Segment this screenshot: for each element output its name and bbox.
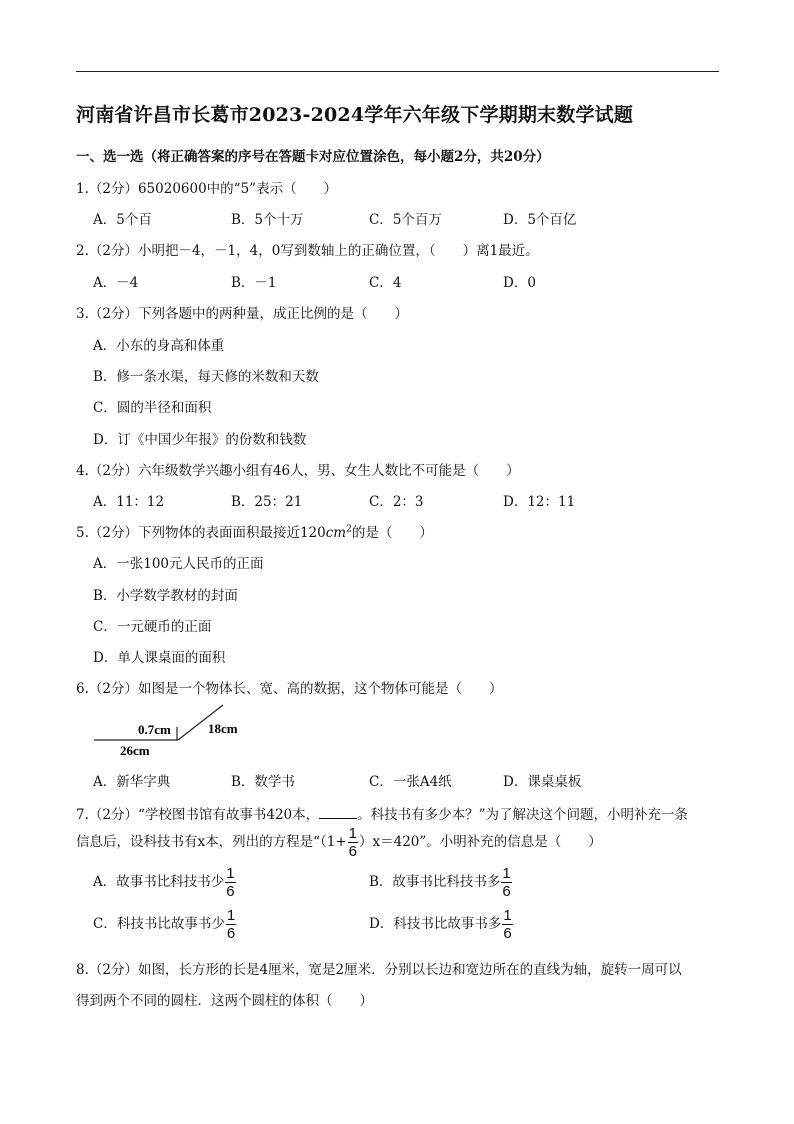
q2-option-d[interactable]: D．0: [503, 275, 536, 291]
q7-option-a-fraction: [225, 866, 235, 899]
question-3: 3.（2分）下列各题中的两种量，成正比例的是（ ）: [76, 306, 408, 322]
q2-option-c[interactable]: C．4: [369, 275, 402, 291]
q2-option-b[interactable]: B．－1: [231, 275, 277, 291]
question-2: 2.（2分）小明把－4，－1，4，0写到数轴上的正确位置，（ ）离1最近。: [76, 243, 539, 259]
q7-option-c[interactable]: [93, 908, 237, 941]
q3-option-a[interactable]: A．小东的身高和体重: [93, 338, 225, 354]
question-7-line-2: [76, 826, 602, 859]
height-label: 0.7cm: [138, 722, 171, 737]
q7-option-b-text: B．故事书比科技书多: [369, 874, 501, 890]
question-1: 1.（2分）65020600中的“5”表示（ ）: [76, 181, 338, 197]
question-7-line-1: [76, 803, 688, 823]
q5-option-d[interactable]: D．单人课桌面的面积: [93, 650, 226, 666]
q5-option-b[interactable]: B．小学数学教材的封面: [93, 588, 238, 604]
q5-unit: cm: [325, 525, 347, 541]
fraction-numerator: 1: [503, 907, 512, 924]
question-8-line-2: 得到两个不同的圆柱．这两个圆柱的体积（ ）: [76, 993, 373, 1009]
fraction-numerator: 1: [502, 865, 511, 882]
fraction-numerator: 1: [348, 825, 358, 842]
fraction-numerator: 1: [226, 907, 236, 924]
q7-answer-blank[interactable]: [319, 806, 357, 819]
q4-option-b[interactable]: B．25：21: [231, 494, 303, 510]
q2-option-a[interactable]: A．－4: [93, 275, 139, 291]
q3-option-b[interactable]: B．修一条水渠，每天修的米数和天数: [93, 369, 319, 385]
q7-option-c-fraction: [226, 908, 236, 941]
q7-option-d-text: D．科技书比故事书多: [369, 916, 502, 932]
question-5: [76, 521, 433, 541]
q7-fraction: [348, 826, 358, 859]
q7-option-d[interactable]: [369, 908, 514, 941]
q5-option-a[interactable]: A．一张100元人民币的正面: [93, 556, 264, 572]
q4-option-d[interactable]: D．12：11: [503, 494, 576, 510]
q5-text-suffix: 的是（ ）: [351, 525, 433, 541]
question-8-line-1: 8.（2分）如图，长方形的长是4厘米，宽是2厘米．分别以长边和宽边所在的直线为轴，旋转一周可以: [76, 962, 682, 978]
q1-option-a[interactable]: A．5个百: [93, 212, 152, 228]
fraction-denominator: 6: [502, 883, 511, 900]
fraction-numerator: 1: [226, 865, 235, 882]
dimension-figure: [90, 698, 280, 758]
q6-option-a[interactable]: A．新华字典: [93, 774, 171, 790]
q7-line2-end: ）x＝420”。小明补充的信息是（ ）: [359, 834, 602, 850]
fraction-denominator: 6: [503, 925, 512, 942]
q4-option-c[interactable]: C．2：3: [369, 494, 424, 510]
top-rule: [76, 71, 719, 72]
q5-unit-exponent: 2: [346, 524, 352, 535]
depth-label: 18cm: [208, 721, 238, 736]
q3-option-d[interactable]: D．订《中国少年报》的份数和钱数: [93, 432, 307, 448]
q3-option-c[interactable]: C．圆的半径和面积: [93, 400, 212, 416]
q7-line1-end: 。科技书有多少本？”为了解决这个问题，小明补充一条: [357, 807, 689, 823]
q6-option-c[interactable]: C．一张A4纸: [369, 774, 452, 790]
question-4: 4.（2分）六年级数学兴趣小组有46人，男、女生人数比不可能是（ ）: [76, 463, 520, 479]
q7-option-c-text: C．科技书比故事书少: [93, 916, 225, 932]
q7-line2-start: 信息后，设科技书有x本，列出的方程是“（1+: [76, 834, 347, 850]
fraction-denominator: 6: [226, 925, 236, 942]
q1-option-d[interactable]: D．5个百亿: [503, 212, 577, 228]
q7-option-a-text: A．故事书比科技书少: [93, 874, 225, 890]
q1-option-b[interactable]: B．5个十万: [231, 212, 304, 228]
q7-option-a[interactable]: [93, 866, 237, 899]
length-label: 26cm: [120, 743, 150, 758]
q7-option-b[interactable]: [369, 866, 513, 899]
q6-option-b[interactable]: B．数学书: [231, 774, 295, 790]
q7-option-b-fraction: [501, 866, 511, 899]
q5-option-c[interactable]: C．一元硬币的正面: [93, 619, 212, 635]
q1-option-c[interactable]: C．5个百万: [369, 212, 442, 228]
q7-option-d-fraction: [502, 908, 512, 941]
fraction-denominator: 6: [226, 883, 235, 900]
q6-option-d[interactable]: D．课桌桌板: [503, 774, 582, 790]
fraction-denominator: 6: [348, 843, 358, 860]
q5-text-prefix: 5.（2分）下列物体的表面面积最接近120: [76, 525, 326, 541]
page-title: 河南省许昌市长葛市2023-2024学年六年级下学期期末数学试题: [76, 104, 634, 126]
q4-option-a[interactable]: A．11：12: [93, 494, 165, 510]
section-heading: 一、选一选（将正确答案的序号在答题卡对应位置涂色，每小题2分，共20分）: [76, 149, 550, 165]
q7-line1-start: 7.（2分）“学校图书馆有故事书420本，: [76, 807, 320, 823]
question-6: 6.（2分）如图是一个物体长、宽、高的数据，这个物体可能是（ ）: [76, 681, 503, 697]
